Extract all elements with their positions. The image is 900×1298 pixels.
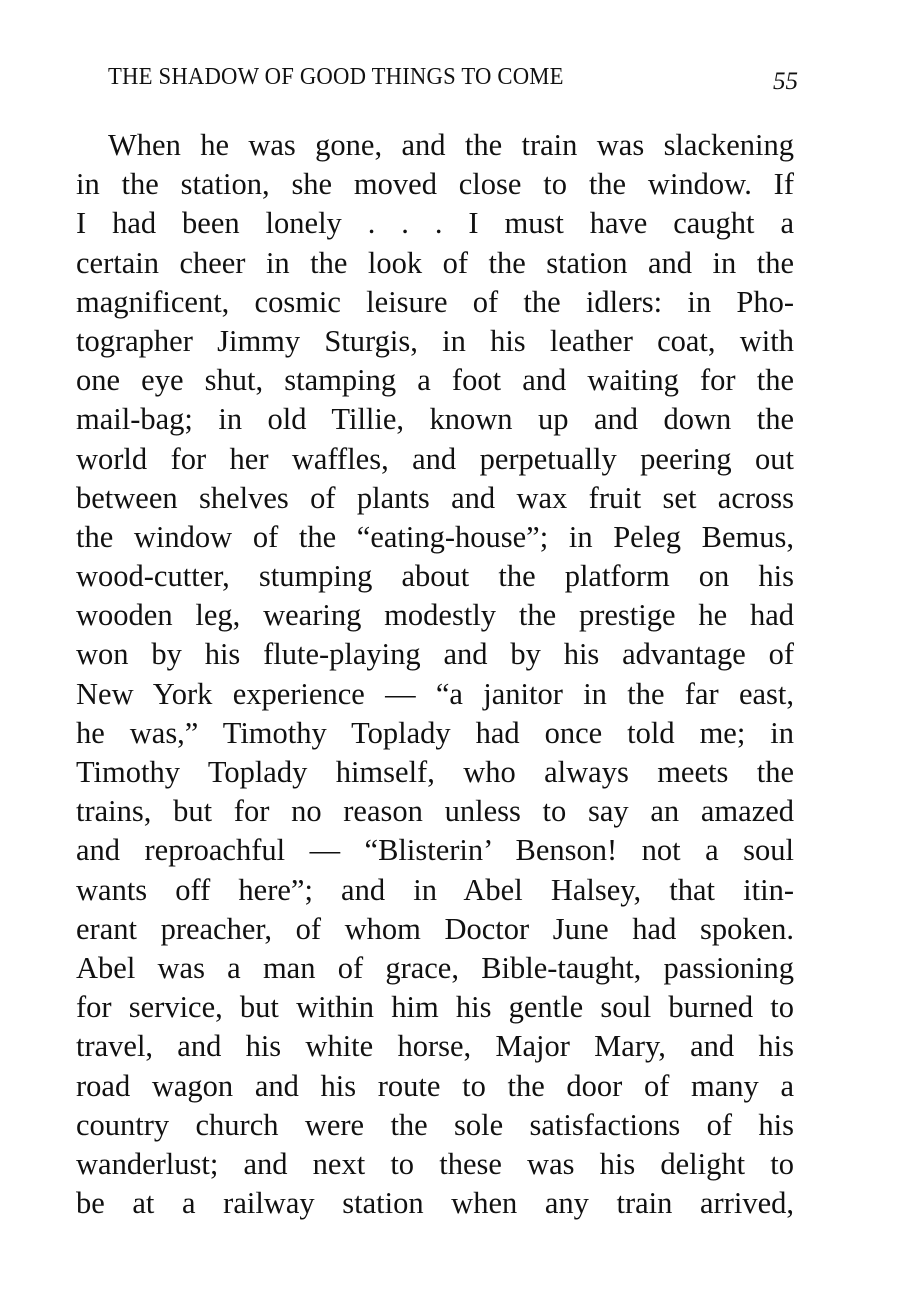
text-line: When he was gone, and the train was slackening: [108, 128, 794, 162]
text-line: he was,” Timothy Toplady had once told me; in: [76, 715, 794, 750]
text-line: erant preacher, of whom Doctor June had spoken.: [76, 911, 794, 946]
text-line: wooden leg, wearing modestly the prestige he had: [76, 598, 794, 633]
text-line: Abel was a man of grace, Bible-taught, passioning: [76, 950, 794, 985]
running-head: [108, 58, 798, 102]
text-line: magnificent, cosmic leisure of the idlers: in Pho-: [76, 284, 794, 319]
text-line: for service, but within him his gentle soul burned to: [76, 990, 794, 1025]
text-line: I had been lonely . . . I must have caught a: [76, 206, 794, 241]
text-line: trains, but for no reason unless to say an amazed: [76, 794, 794, 829]
page-number: 55: [773, 68, 798, 95]
text-line: New York experience — “a janitor in the far east,: [76, 676, 794, 711]
running-title: THE SHADOW OF GOOD THINGS TO COME: [108, 64, 564, 90]
text-line: one eye shut, stamping a foot and waiting for the: [76, 363, 794, 398]
text-line: wood-cutter, stumping about the platform on his: [76, 559, 794, 594]
text-line: travel, and his white horse, Major Mary, and his: [76, 1029, 794, 1064]
text-line: world for her waffles, and perpetually peering out: [76, 441, 794, 476]
text-line: tographer Jimmy Sturgis, in his leather coat, with: [76, 323, 794, 358]
text-line: in the station, she moved close to the window. If: [76, 167, 794, 202]
text-line: Timothy Toplady himself, who always meets the: [76, 755, 794, 789]
text-line: road wagon and his route to the door of many a: [76, 1068, 794, 1103]
text-line: be at a railway station when any train arrived,: [76, 1186, 794, 1221]
body-text: [76, 126, 794, 1223]
text-line: wants off here”; and in Abel Halsey, that itin-: [76, 872, 794, 907]
text-line: between shelves of plants and wax fruit set across: [76, 480, 794, 515]
text-line: mail-bag; in old Tillie, known up and down the: [76, 402, 794, 437]
text-line: won by his flute-playing and by his advantage of: [76, 637, 794, 672]
text-line: certain cheer in the look of the station and in the: [76, 245, 794, 280]
text-line: wanderlust; and next to these was his delight to: [76, 1146, 794, 1181]
text-line: country church were the sole satisfactions of his: [76, 1107, 794, 1142]
text-line: and reproachful — “Blisterin’ Benson! not a soul: [76, 833, 794, 868]
text-line: the window of the “eating-house”; in Peleg Bemus,: [76, 519, 794, 554]
